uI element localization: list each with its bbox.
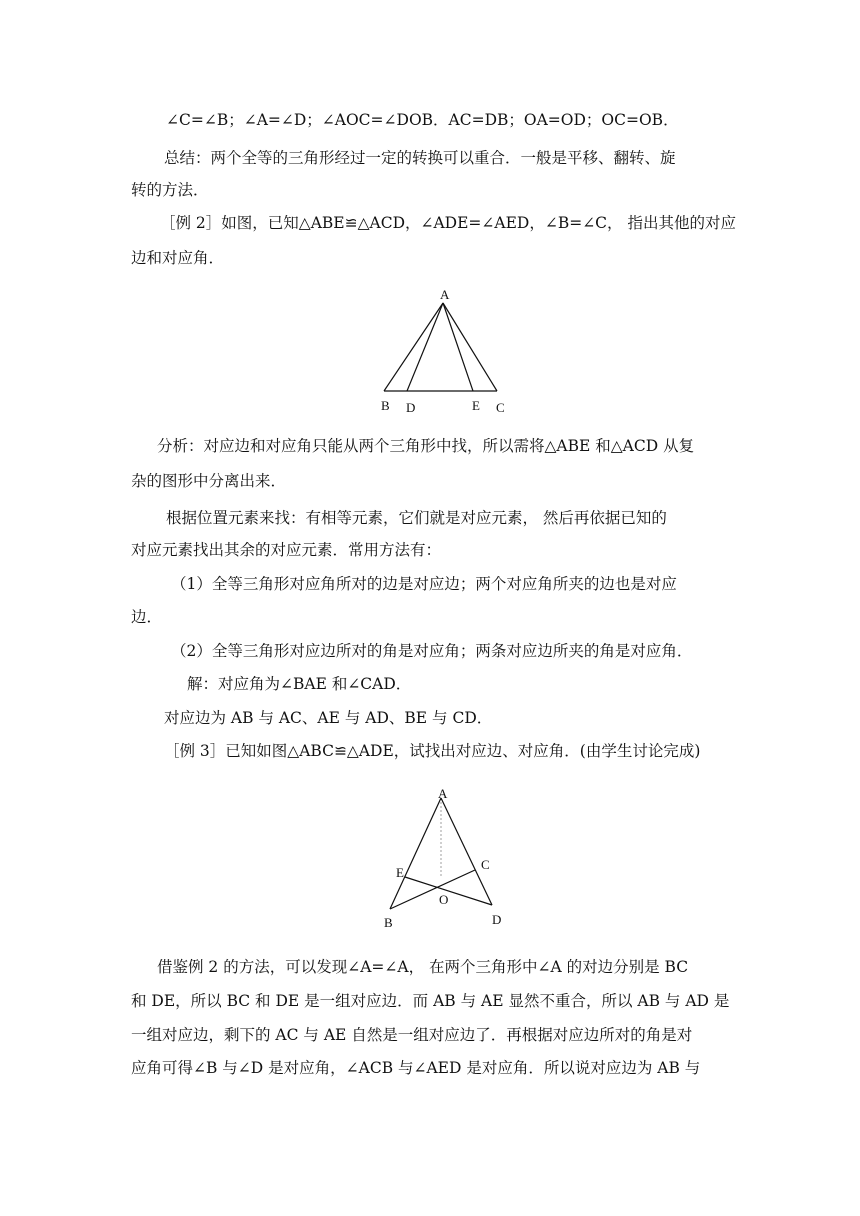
text-line-1: ∠C=∠B；∠A=∠D；∠AOC=∠DOB．AC=DB；OA=OD；OC=OB． (166, 111, 679, 129)
vertex-label-a: A (438, 786, 448, 801)
text-line-9: 对应元素找出其余的对应元素．常用方法有： (131, 541, 442, 559)
figure-example-2 (370, 286, 520, 420)
text-line-17: 和 DE，所以 BC 和 DE 是一组对应边．而 AB 与 AE 显然不重合，所以 AB 与 AD 是 (131, 992, 730, 1010)
text-line-8: 根据位置元素来找：有相等元素，它们就是对应元素， 然后再依据已知的 (166, 509, 667, 527)
vertex-label-a: A (440, 287, 450, 302)
vertex-label-e: E (472, 398, 480, 413)
vertex-label-b: B (384, 915, 393, 930)
text-line-19: 应角可得∠B 与∠D 是对应角，∠ACB 与∠AED 是对应角．所以说对应边为 AB 与 (131, 1059, 701, 1077)
vertex-label-d: D (406, 400, 416, 415)
text-line-10: （1）全等三角形对应角所对的边是对应边；两个对应角所夹的边也是对应 (171, 575, 677, 593)
text-line-12: （2）全等三角形对应边所对的角是对应角；两条对应边所夹的角是对应角． (171, 642, 693, 660)
text-line-5: 边和对应角． (131, 249, 225, 267)
figure-example-3 (375, 781, 515, 935)
triangle-figure-1 (370, 286, 520, 416)
text-line-16: 借鉴例 2 的方法，可以发现∠A=∠A， 在两个三角形中∠A 的对边分别是 BC (157, 958, 689, 976)
text-line-13: 解：对应角为∠BAE 和∠CAD． (187, 675, 412, 693)
text-line-14: 对应边为 AB 与 AC、AE 与 AD、BE 与 CD． (164, 709, 493, 727)
vertex-label-e: E (396, 865, 404, 880)
text-line-2: 总结：两个全等的三角形经过一定的转换可以重合．一般是平移、翻转、旋 (164, 149, 676, 167)
text-line-4: ［例 2］如图，已知△ABE≌△ACD，∠ADE=∠AED，∠B=∠C， 指出其他的对应 (160, 214, 736, 232)
vertex-label-c: C (496, 400, 505, 415)
vertex-label-b: B (381, 398, 390, 413)
text-line-11: 边． (131, 608, 163, 626)
vertex-label-c: C (481, 857, 490, 872)
text-line-7: 杂的图形中分离出来． (131, 472, 287, 490)
text-line-18: 一组对应边，剩下的 AC 与 AE 自然是一组对应边了．再根据对应边所对的角是对 (131, 1026, 693, 1044)
vertex-label-d: D (492, 912, 502, 927)
triangle-figure-2 (375, 781, 515, 931)
text-line-6: 分析：对应边和对应角只能从两个三角形中找，所以需将△ABE 和△ACD 从复 (157, 437, 695, 455)
vertex-label-o: O (439, 892, 449, 907)
text-line-3: 转的方法． (131, 181, 209, 199)
text-line-15: ［例 3］已知如图△ABC≌△ADE，试找出对应边、对应角．(由学生讨论完成) (164, 742, 701, 760)
